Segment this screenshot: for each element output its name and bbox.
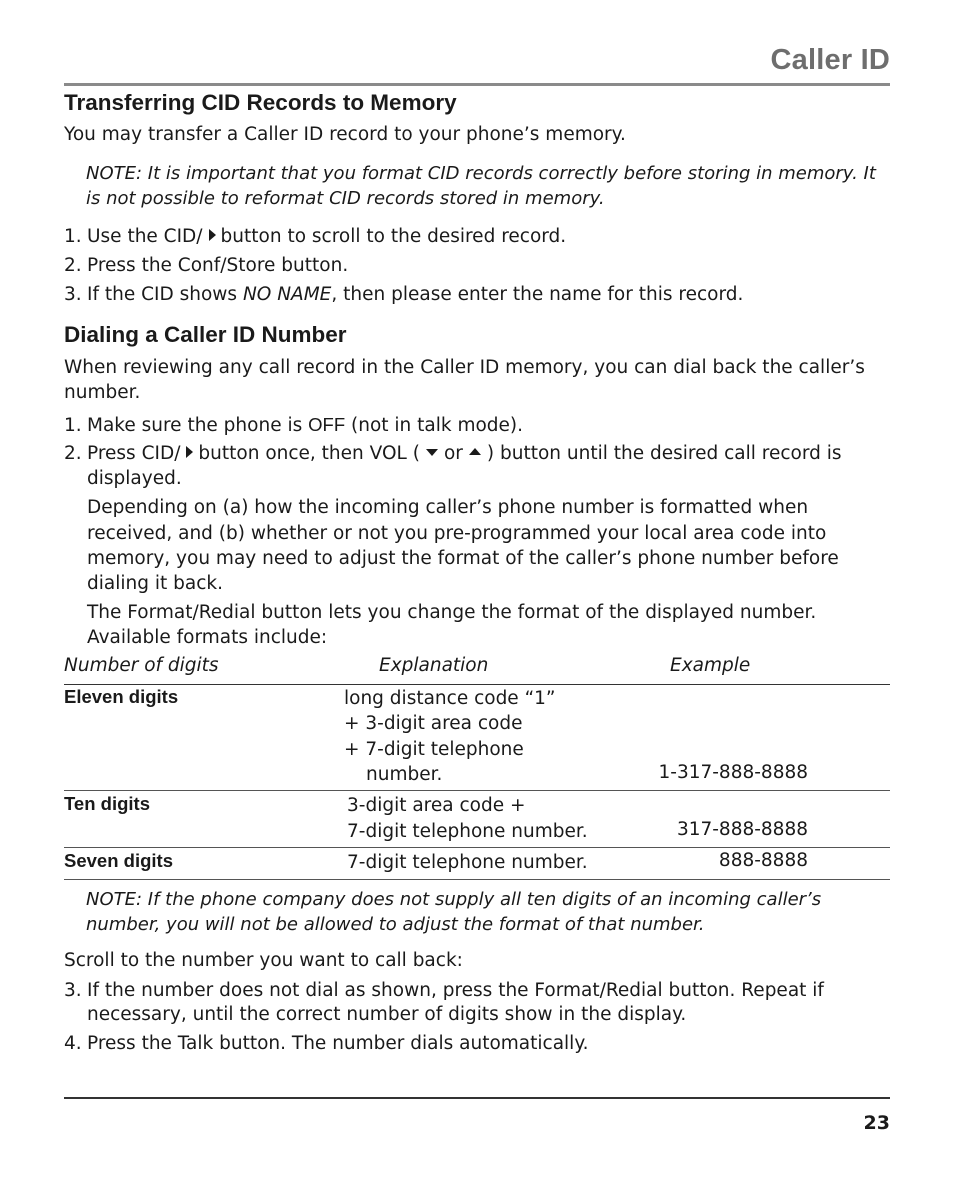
step-number: 4. <box>64 1033 82 1054</box>
table-row-label: Eleven digits <box>64 686 179 707</box>
paragraph-line: The Format/Redial button lets you change the format of the displayed number. <box>87 602 817 623</box>
table-header-explanation: Explanation <box>379 655 489 676</box>
table-cell-explanation: 7-digit telephone number. <box>347 821 588 842</box>
list-item <box>64 412 523 438</box>
table-cell-example: 888-8888 <box>718 850 808 871</box>
table-cell-explanation: number. <box>366 764 443 785</box>
up-triangle-icon <box>469 448 481 455</box>
step-continuation: necessary, until the correct number of digits show in the display. <box>87 1004 687 1025</box>
right-triangle-icon <box>209 229 216 241</box>
page-number: 23 <box>863 1112 890 1134</box>
table-row-label: Ten digits <box>64 793 150 814</box>
table-cell-explanation: 7-digit telephone number. <box>347 852 588 873</box>
step-continuation: displayed. <box>87 468 182 489</box>
step-text: Press CID/ <box>87 443 181 464</box>
table-header-example: Example <box>670 655 751 676</box>
step-italic-text: NO NAME <box>242 284 332 305</box>
paragraph-line: received, and (b) whether or not you pre-programmed your local area code into <box>87 523 827 544</box>
step-number: 1. <box>64 415 82 436</box>
list-item <box>64 253 348 278</box>
step-text: button to scroll to the desired record. <box>220 226 567 247</box>
right-triangle-icon <box>186 446 193 458</box>
paragraph-line: memory, you may need to adjust the format of the caller’s phone number before <box>87 548 839 569</box>
note-line: NOTE: It is important that you format CID records correctly before storing in memory. It <box>86 163 876 184</box>
list-item <box>64 224 566 249</box>
list-item <box>64 282 743 307</box>
section1-intro: You may transfer a Caller ID record to your phone’s memory. <box>64 124 626 145</box>
step-number: 3. <box>64 980 82 1001</box>
table-row-label: Seven digits <box>64 850 173 871</box>
step-text: Make sure the phone is <box>87 415 309 436</box>
step-text: , then please enter the name for this record. <box>331 284 744 305</box>
paragraph-line: Depending on (a) how the incoming caller’s phone number is formatted when <box>87 497 809 518</box>
step-number: 3. <box>64 284 82 305</box>
step-text: button once, then VOL ( <box>198 443 420 464</box>
list-item <box>64 1031 589 1056</box>
step-text: Press the Conf/Store button. <box>87 255 349 276</box>
note-line: NOTE: If the phone company does not supply all ten digits of an incoming caller’s <box>86 889 822 910</box>
table-header-number-of-digits: Number of digits <box>64 655 219 676</box>
list-item <box>64 441 842 466</box>
down-triangle-icon <box>426 449 438 456</box>
section2-intro-line: When reviewing any call record in the Caller ID memory, you can dial back the caller’s <box>64 357 865 378</box>
list-item <box>64 978 824 1003</box>
table-cell-example: 317-888-8888 <box>676 819 808 840</box>
step-text: If the number does not dial as shown, press the Format/Redial button. Repeat if <box>87 980 824 1001</box>
step-text: Press the Talk button. The number dials automatically. <box>87 1033 589 1054</box>
scroll-instruction: Scroll to the number you want to call back: <box>64 950 463 971</box>
table-row-divider <box>64 790 890 791</box>
step-number: 1. <box>64 226 82 247</box>
table-bottom-divider <box>64 879 890 880</box>
step-text: (not in talk mode). <box>345 415 524 436</box>
section-heading-dialing: Dialing a Caller ID Number <box>64 322 347 347</box>
step-bold-text: OFF <box>308 414 346 435</box>
table-row-divider <box>64 847 890 848</box>
note-line: is not possible to reformat CID records stored in memory. <box>86 188 605 209</box>
table-cell-example: 1-317-888-8888 <box>658 762 808 783</box>
footer-divider <box>64 1097 890 1099</box>
step-text: or <box>443 443 463 464</box>
table-cell-explanation: + 3-digit area code <box>344 713 523 734</box>
header-divider <box>64 83 890 86</box>
table-cell-explanation: + 7-digit telephone <box>344 739 524 760</box>
section2-intro-line: number. <box>64 382 141 403</box>
table-header-divider <box>64 684 890 685</box>
step-text: Use the CID/ <box>87 226 203 247</box>
step-number: 2. <box>64 255 82 276</box>
table-cell-explanation: 3-digit area code + <box>347 795 526 816</box>
paragraph-line: dialing it back. <box>87 573 223 594</box>
section-heading-transferring: Transferring CID Records to Memory <box>64 90 457 115</box>
note-line: number, you will not be allowed to adjust the format of that number. <box>86 914 705 935</box>
step-text: If the CID shows <box>87 284 243 305</box>
step-number: 2. <box>64 443 82 464</box>
table-cell-explanation: long distance code “1” <box>344 688 556 709</box>
paragraph-line: Available formats include: <box>87 627 328 648</box>
page-title: Caller ID <box>770 44 890 76</box>
step-text: ) button until the desired call record is <box>486 443 842 464</box>
